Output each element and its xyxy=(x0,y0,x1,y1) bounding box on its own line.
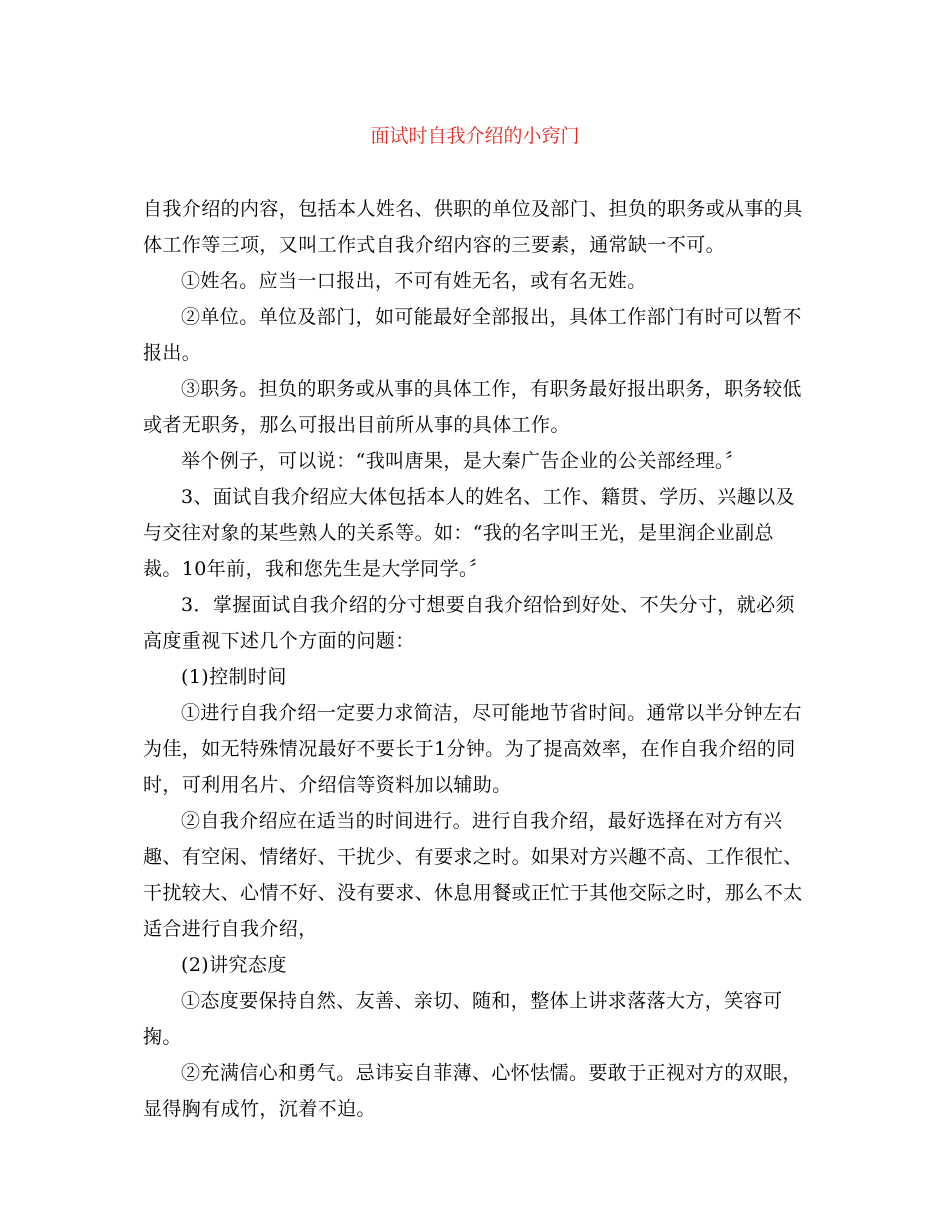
paragraph-content-scope: 3、面试自我介绍应大体包括本人的姓名、工作、籍贯、学历、兴趣以及与交往对象的某些熟人的关系等。如：“我的名字叫王光，是里润企业副总裁。10年前，我和您先生是大学同学。〞 xyxy=(143,486,795,580)
document-title: 面试时自我介绍的小窍门 xyxy=(370,125,580,147)
paragraph-name: ①姓名。应当一口报出，不可有姓无名，或有名无姓。 xyxy=(181,270,647,292)
paragraph-measure: 3．掌握面试自我介绍的分寸想要自我介绍恰到好处、不失分寸，就必须高度重视下述几个方面的问题： xyxy=(143,594,795,652)
paragraph-intro: 自我介绍的内容，包括本人姓名、供职的单位及部门、担负的职务或从事的具体工作等三项，又叫工作式自我介绍内容的三要素，通常缺一不可。 xyxy=(143,198,803,256)
subheading-attitude: (2)讲究态度 xyxy=(181,954,287,976)
paragraph-position: ③职务。担负的职务或从事的具体工作，有职务最好报出职务，职务较低或者无职务，那么可报出目前所从事的具体工作。 xyxy=(143,378,802,436)
paragraph-confidence: ②充满信心和勇气。忌讳妄自菲薄、心怀怯懦。要敢于正视对方的双眼，显得胸有成竹，沉着不迫。 xyxy=(143,1062,802,1120)
paragraph-brevity: ①进行自我介绍一定要力求简洁，尽可能地节省时间。通常以半分钟左右为佳，如无特殊情况最好不要长于1分钟。为了提高效率，在作自我介绍的同时，可利用名片、介绍信等资料加以辅助。 xyxy=(143,702,802,796)
paragraph-timing: ②自我介绍应在适当的时间进行。进行自我介绍，最好选择在对方有兴趣、有空闲、情绪好、干扰少、有要求之时。如果对方兴趣不高、工作很忙、干扰较大、心情不好、没有要求、休息用餐或正忙于其他交际之时，那么不太适合进行自我介绍， xyxy=(143,810,803,940)
subheading-control-time: (1)控制时间 xyxy=(181,666,287,688)
paragraph-natural-attitude: ①态度要保持自然、友善、亲切、随和，整体上讲求落落大方，笑容可掬。 xyxy=(143,990,783,1048)
document-body xyxy=(143,191,807,1127)
paragraph-unit: ②单位。单位及部门，如可能最好全部报出，具体工作部门有时可以暂不报出。 xyxy=(143,306,802,364)
paragraph-example: 举个例子，可以说：“我叫唐果，是大秦广告企业的公关部经理。〞 xyxy=(181,450,745,472)
